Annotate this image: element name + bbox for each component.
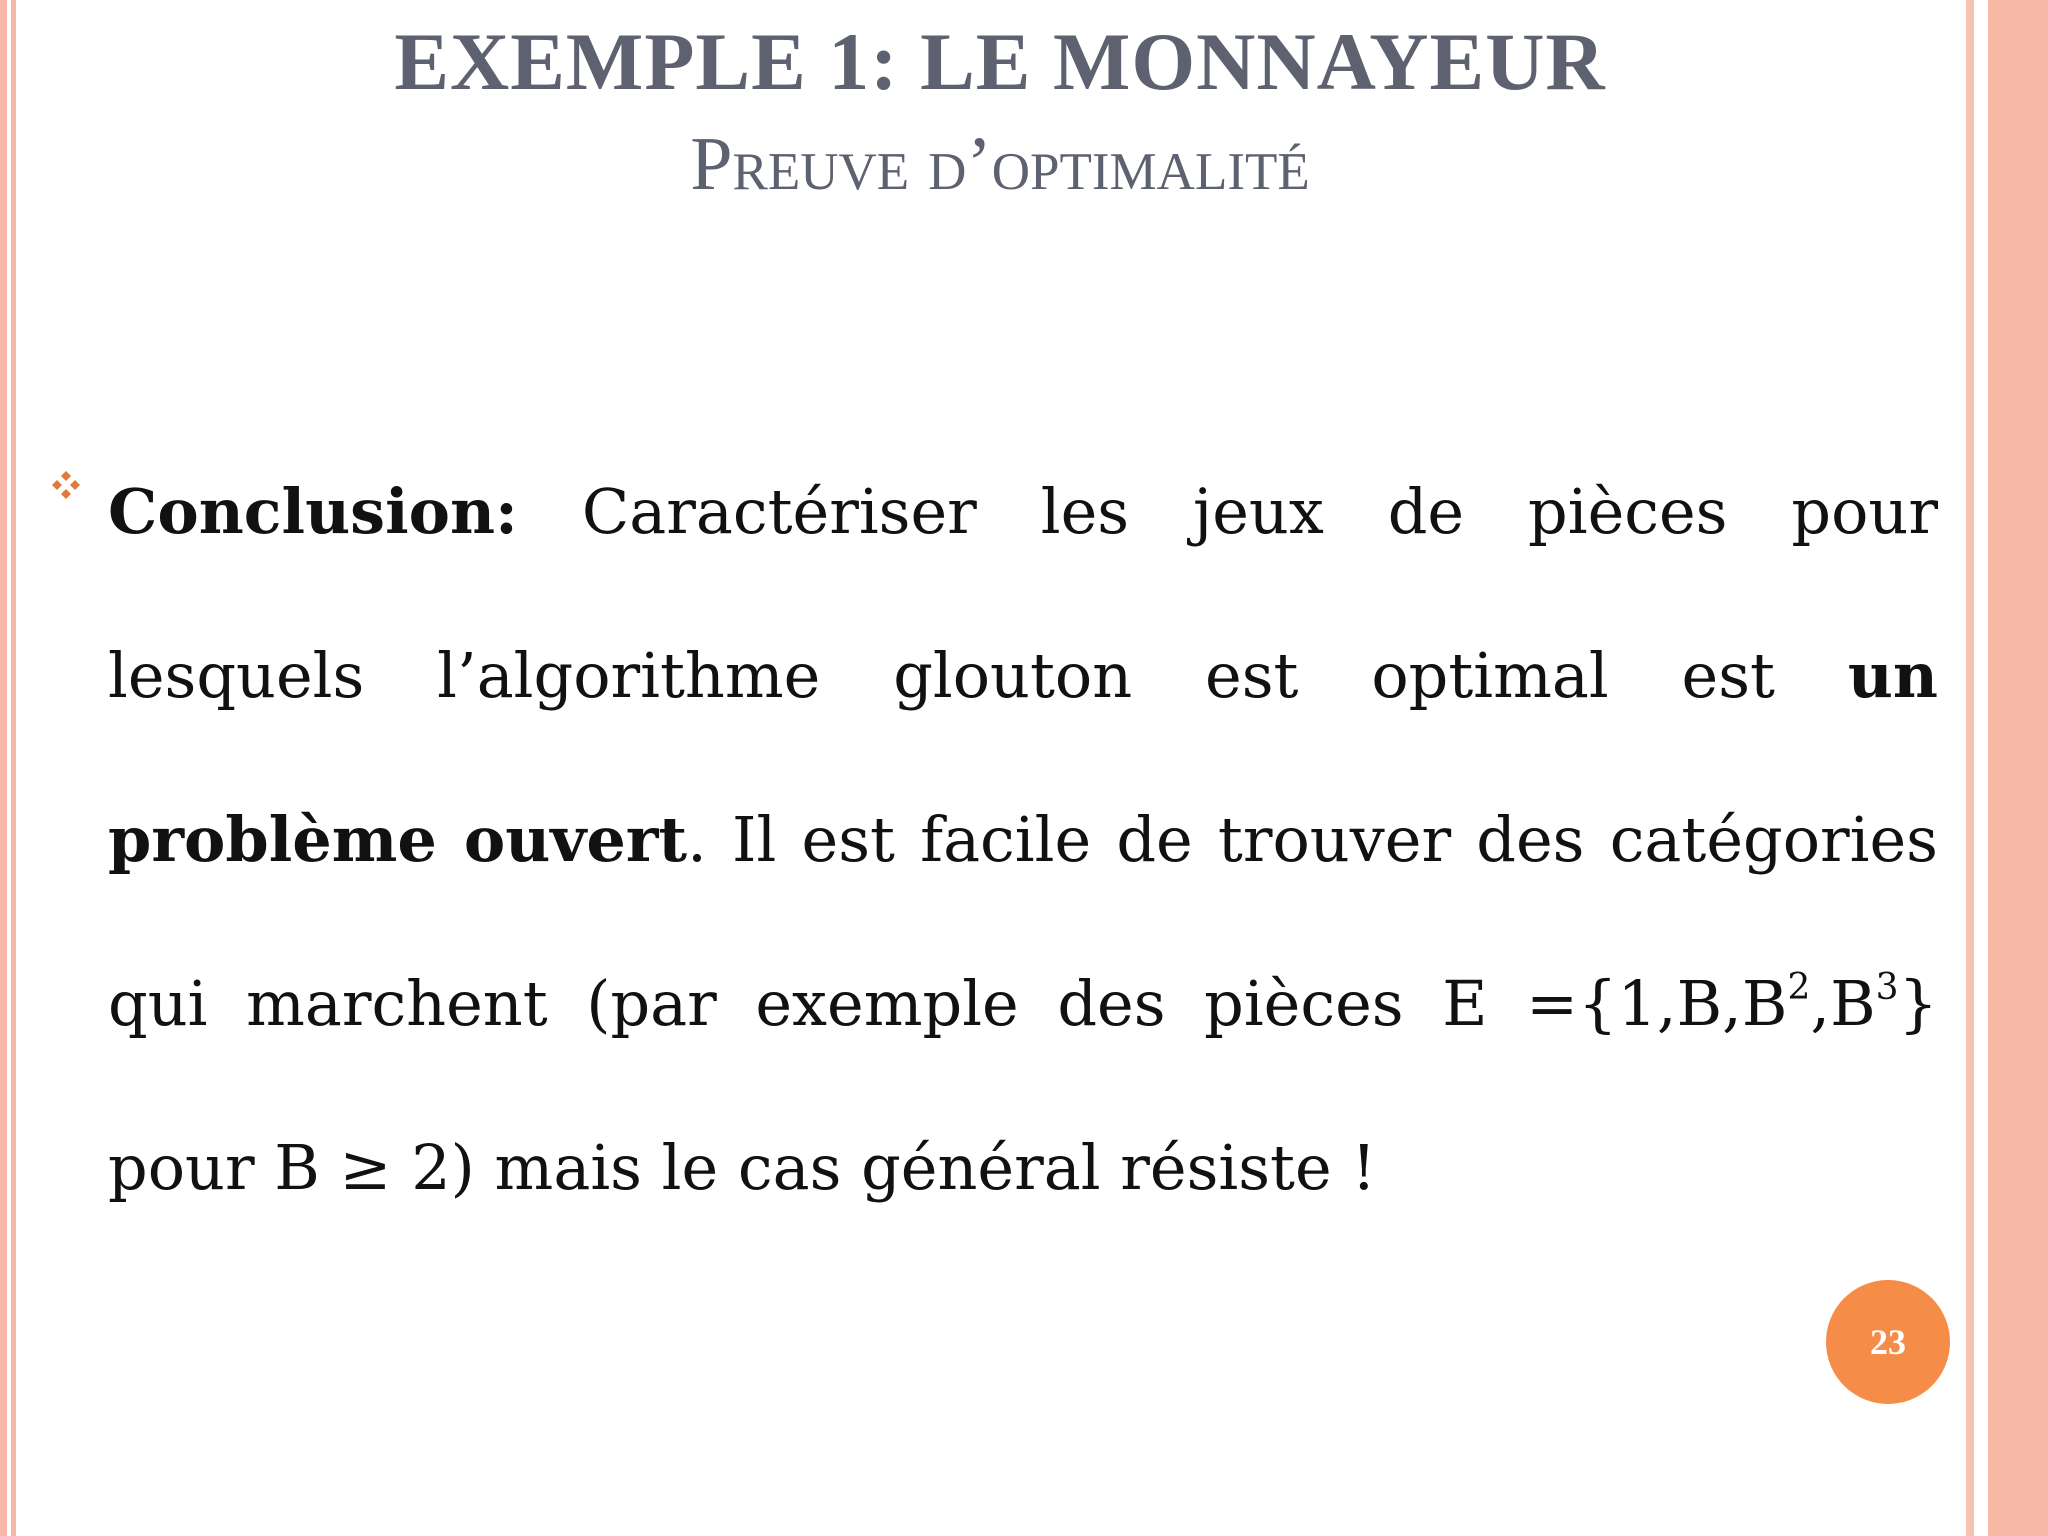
left-border-decoration: [0, 0, 18, 1536]
open-problem-emphasis: un problème ouvert: [108, 639, 1938, 876]
page-number-badge: 23: [1826, 1280, 1950, 1404]
title-area: [0, 12, 2000, 214]
paragraph-text-4: } pour B ≥ 2) mais le cas général résiste !: [108, 967, 1938, 1204]
diamond-bullet-icon: [48, 467, 84, 503]
paragraph-text-3: ,B: [1810, 967, 1876, 1040]
conclusion-label: Conclusion:: [108, 475, 518, 548]
paragraph-text-1: Caractériser les jeux de pièces pour lesquels l’algorithme glouton est optimal est: [108, 475, 1938, 712]
superscript-3: 3: [1875, 967, 1899, 1008]
paragraph-text-2: . Il est facile de trouver des catégories qui marchent (par exemple des pièces E ={1,B,B: [108, 803, 1938, 1040]
slide-title: EXEMPLE 1: LE MONNAYEUR: [394, 16, 1606, 107]
right-border-decoration: [1962, 0, 2048, 1536]
slide-subtitle: Preuve d’optimalité: [690, 122, 1310, 206]
conclusion-paragraph: [108, 430, 1938, 1250]
superscript-2: 2: [1787, 967, 1811, 1008]
